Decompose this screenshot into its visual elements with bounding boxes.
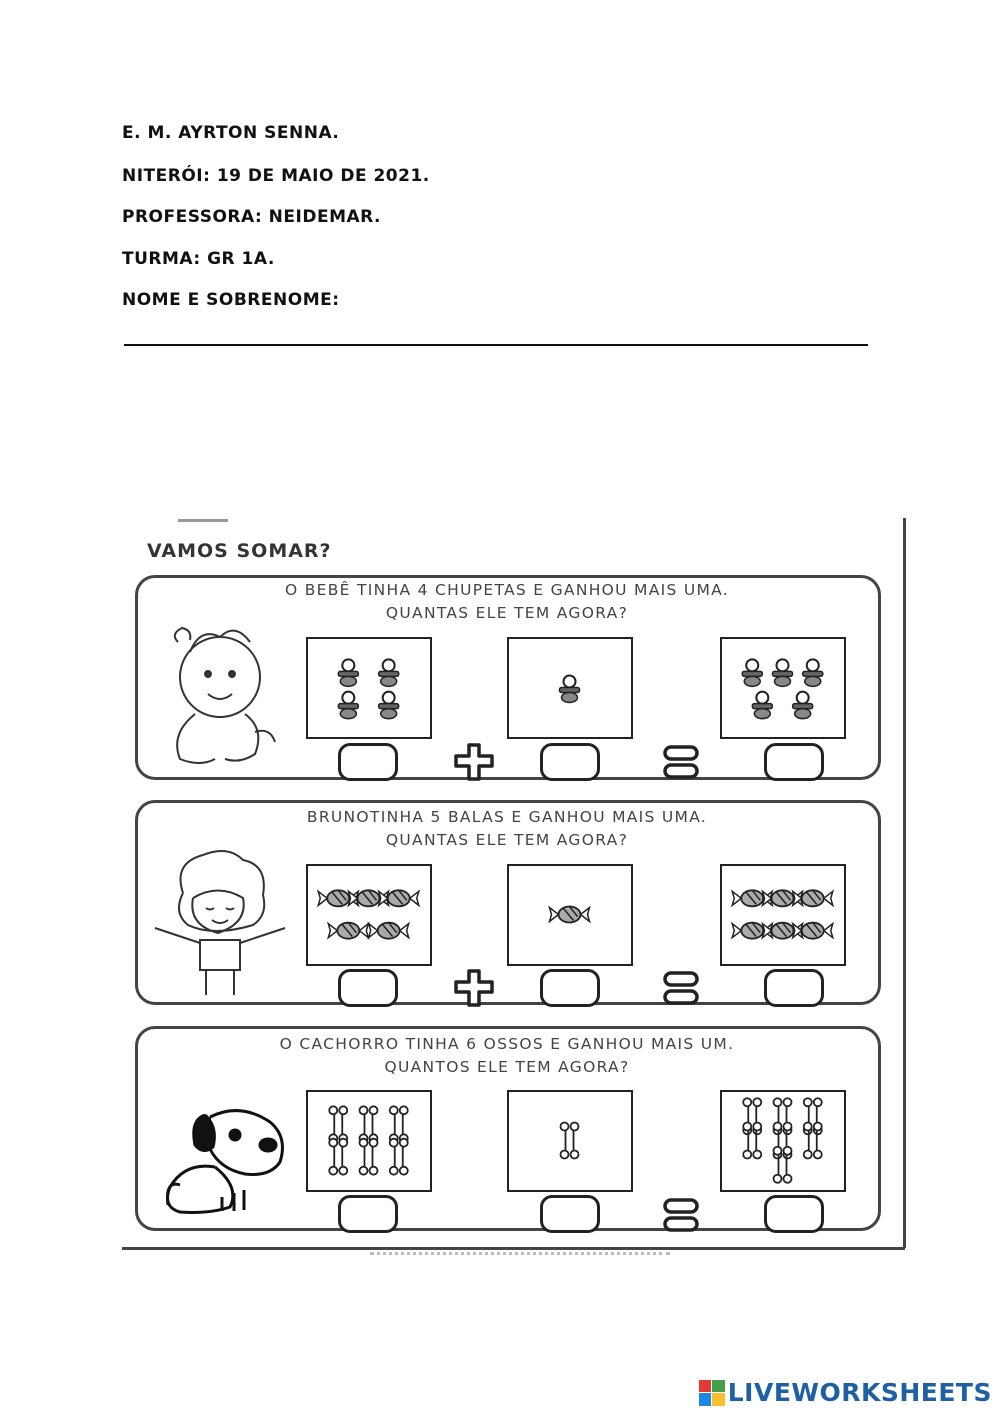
pacifier-icon (338, 692, 358, 719)
candy-icon (328, 923, 368, 939)
name-answer-line[interactable] (124, 344, 868, 346)
name-label: NOME E SOBRENOME: (122, 290, 340, 310)
date-line: NITERÓI: 19 DE MAIO DE 2021. (122, 166, 430, 186)
worksheet-title: VAMOS SOMAR? (147, 540, 332, 562)
bone-icon (390, 1106, 408, 1142)
question-line: QUANTAS ELE TEM AGORA? (385, 831, 629, 849)
class-line: TURMA: GR 1A. (122, 249, 275, 269)
scan-edge (903, 518, 906, 1248)
pacifier-icon (742, 659, 762, 686)
plus-icon (452, 742, 496, 782)
bone-icon (561, 1123, 579, 1159)
answer-box-second-2[interactable] (540, 969, 600, 1007)
dog-icon (160, 1105, 290, 1215)
candy-icon (793, 890, 833, 906)
question-line: O BEBÊ TINHA 4 CHUPETAS E GANHOU MAIS UMA. (284, 581, 730, 599)
answer-box-second-3[interactable] (540, 1195, 600, 1233)
pacifier-icon (338, 659, 358, 686)
candy-icon (369, 923, 409, 939)
equals-icon (661, 968, 701, 1008)
problem-question-3 (227, 1033, 787, 1079)
question-line: QUANTAS ELE TEM AGORA? (385, 604, 629, 622)
second-group-box-2 (507, 864, 633, 966)
candy-icon (379, 890, 419, 906)
bone-icon (329, 1106, 347, 1142)
liveworksheets-brand[interactable] (699, 1378, 992, 1407)
pacifier-icon (773, 659, 793, 686)
answer-box-first-2[interactable] (338, 969, 398, 1007)
answer-box-total-3[interactable] (764, 1195, 824, 1233)
second-group-box-3 (507, 1090, 633, 1192)
bone-icon (360, 1139, 378, 1175)
child-icon (148, 848, 288, 998)
pacifier-icon (803, 659, 823, 686)
equals-icon (661, 1195, 701, 1235)
first-group-box-3 (306, 1090, 432, 1192)
question-line: O CACHORRO TINHA 6 OSSOS E GANHOU MAIS UM. (279, 1035, 735, 1053)
school-name: E. M. AYRTON SENNA. (122, 123, 340, 143)
answer-box-second-1[interactable] (540, 743, 600, 781)
candy-icon (793, 923, 833, 939)
liveworksheets-logo-icon (699, 1380, 725, 1406)
second-group-box-1 (507, 637, 633, 739)
scan-edge (122, 1247, 905, 1250)
pacifier-icon (752, 692, 772, 719)
bone-icon (743, 1123, 761, 1159)
bone-icon (390, 1139, 408, 1175)
first-group-box-1 (306, 637, 432, 739)
answer-box-total-2[interactable] (764, 969, 824, 1007)
teacher-line: PROFESSORA: NEIDEMAR. (122, 207, 382, 227)
answer-box-first-1[interactable] (338, 743, 398, 781)
first-group-box-2 (306, 864, 432, 966)
bone-icon (360, 1106, 378, 1142)
question-line: BRUNOTINHA 5 BALAS E GANHOU MAIS UMA. (306, 808, 708, 826)
problem-question-2 (227, 806, 787, 852)
total-group-box-1 (720, 637, 846, 739)
bone-icon (804, 1123, 822, 1159)
pacifier-icon (379, 692, 399, 719)
bone-icon (329, 1139, 347, 1175)
total-group-box-3 (720, 1090, 846, 1192)
pacifier-icon (560, 676, 580, 703)
baby-icon (160, 622, 290, 772)
question-line: QUANTOS ELE TEM AGORA? (384, 1058, 630, 1076)
problem-question-1 (227, 579, 787, 625)
candy-icon (550, 907, 590, 923)
pacifier-icon (379, 659, 399, 686)
bone-icon (774, 1147, 792, 1183)
faded-footer (370, 1252, 670, 1255)
plus-icon (452, 968, 496, 1008)
equals-icon (661, 742, 701, 782)
answer-box-total-1[interactable] (764, 743, 824, 781)
brand-text: LIVEWORKSHEETS (727, 1378, 992, 1407)
total-group-box-2 (720, 864, 846, 966)
scan-edge (178, 519, 228, 522)
pacifier-icon (793, 692, 813, 719)
answer-box-first-3[interactable] (338, 1195, 398, 1233)
